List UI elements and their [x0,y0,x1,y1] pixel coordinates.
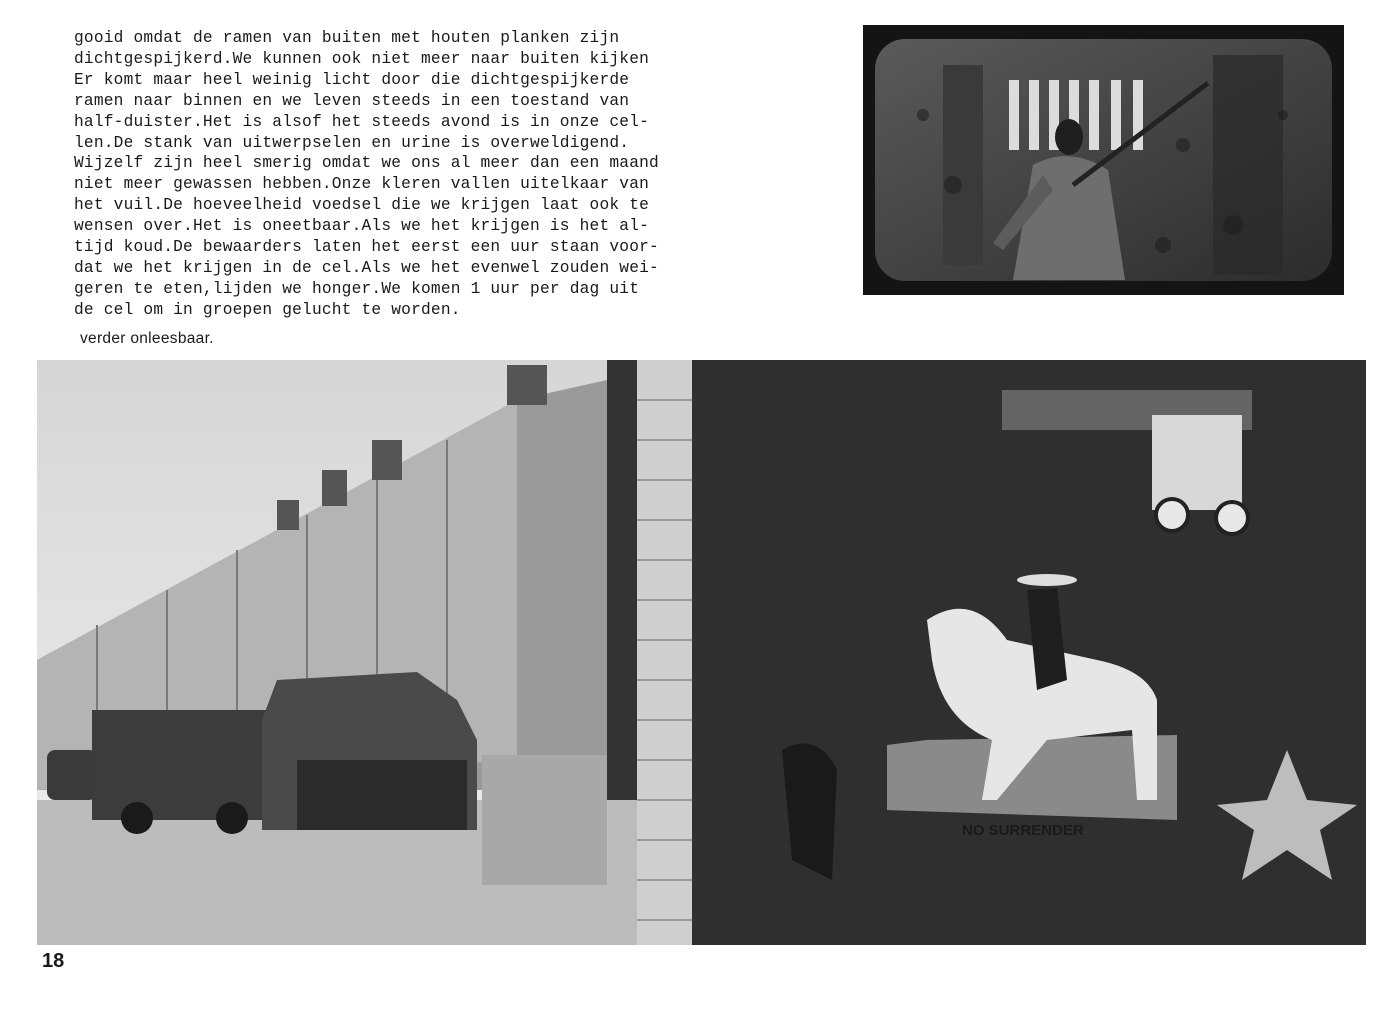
body-line: dat we het krijgen in de cel.Als we het evenwel zouden wei- [74,258,659,277]
body-line: het vuil.De hoeveelheid voedsel die we krijgen laat ook te [74,196,650,215]
body-line: geren te eten,lijden we honger.We komen 1 uur per dag uit [74,279,640,298]
mural-slogan: NO SURRENDER [962,822,1084,839]
body-line: Er komt maar heel weinig licht door die dichtgespijkerde [74,70,630,89]
body-line: Wijzelf zijn heel smerig omdat we ons al meer dan een maand [74,154,659,173]
body-text [74,28,694,321]
body-line: ramen naar binnen en we leven steeds in een toestand van [74,91,630,110]
body-line: niet meer gewassen hebben.Onze kleren vallen uitelkaar van [74,175,650,194]
body-line: de cel om in groepen gelucht te worden. [74,300,461,319]
caption-unreadable: verder onleesbaar. [80,330,214,347]
photo-cell-tv-still [863,25,1344,295]
photo-street-armored-vehicles-mural [37,360,1366,945]
body-line: tijd koud.De bewaarders laten het eerst een uur staan voor- [74,238,659,257]
body-line: dichtgespijkerd.We kunnen ook niet meer naar buiten kijken [74,49,650,68]
body-line: len.De stank van uitwerpselen en urine is overweldigend. [74,133,630,152]
body-line: half-duister.Het is alsof het steeds avond is in onze cel- [74,112,650,131]
body-line: gooid omdat de ramen van buiten met houten planken zijn [74,29,620,47]
page-number: 18 [42,950,65,972]
body-line: wensen over.Het is oneetbaar.Als we het krijgen is het al- [74,217,650,236]
